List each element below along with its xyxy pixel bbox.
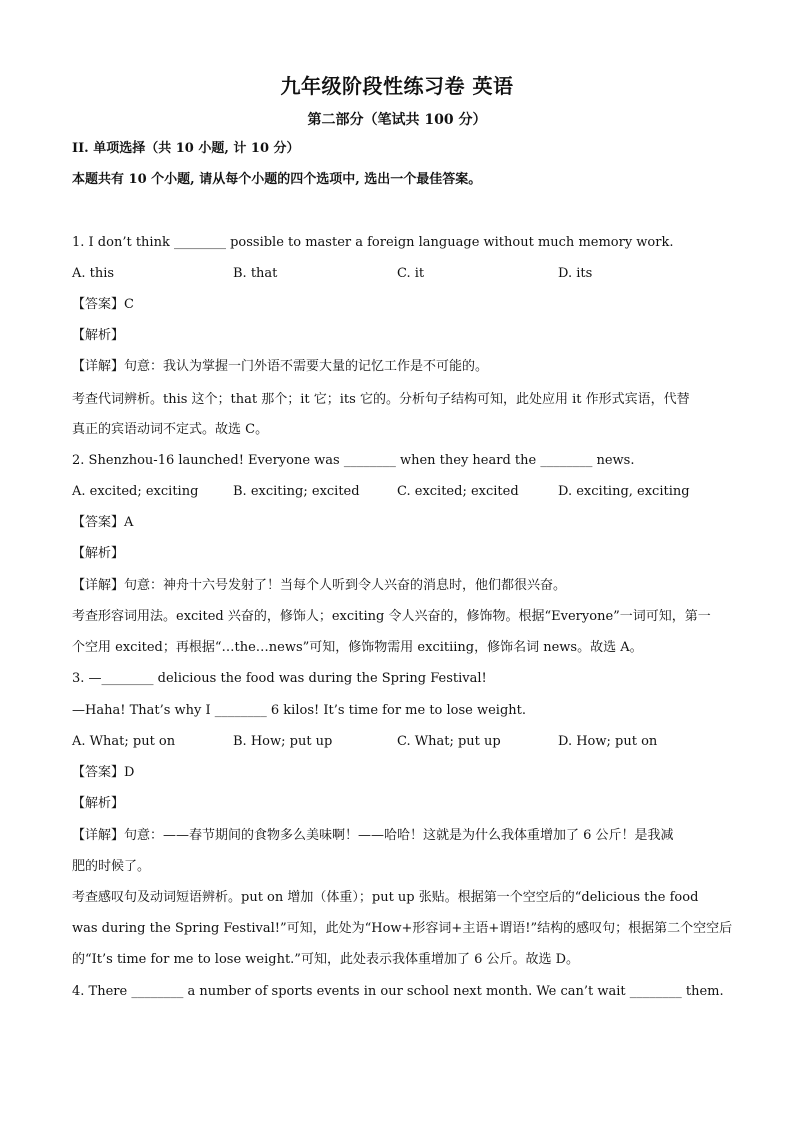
page-subtitle: 第二部分（笔试共 100 分）	[307, 112, 487, 128]
question-2-option-b: B. exciting; excited	[233, 484, 360, 499]
question-4-stem: 4. There ________ a number of sports events in our school next month. We can’t wait ________ them.	[72, 984, 724, 999]
section-instruction: 本题共有 10 个小题, 请从每个小题的四个选项中, 选出一个最佳答案。	[72, 172, 482, 187]
question-1-option-a: A. this	[72, 266, 115, 281]
question-3-option-a: A. What; put on	[72, 734, 176, 749]
question-3-answer: 【答案】D	[72, 765, 135, 780]
question-3-detail-line-2: 肥的时候了。	[72, 859, 151, 874]
page-title: 九年级阶段性练习卷 英语	[280, 74, 514, 98]
question-2-explain-line-1: 考查形容词用法。excited 兴奋的，修饰人；exciting 令人兴奋的，修饰物。根据“Everyone”一词可知，第一	[72, 609, 711, 624]
question-3-detail-line-1: 【详解】句意：——春节期间的食物多么美味啊！——哈哈！这就是为什么我体重增加了 6 公斤！是我减	[72, 828, 674, 843]
question-1-option-b: B. that	[233, 266, 278, 281]
question-1-stem: 1. I don’t think ________ possible to master a foreign language without much memory work.	[72, 235, 674, 250]
question-3-option-d: D. How; put on	[558, 734, 658, 749]
question-1-option-d: D. its	[558, 266, 593, 281]
question-3-explain-line-2: was during the Spring Festival!”可知，此处为“How+形容词+主语+谓语!”结构的感叹句；根据第二个空空后	[72, 921, 733, 936]
question-1-option-c: C. it	[397, 266, 425, 281]
question-1-answer: 【答案】C	[72, 297, 134, 312]
question-3-stem-line-2: —Haha! That’s why I ________ 6 kilos! It’s time for me to lose weight.	[72, 703, 527, 718]
question-2-option-d: D. exciting, exciting	[558, 484, 690, 499]
question-1-explain-line-1: 考查代词辨析。this 这个；that 那个；it 它；its 它的。分析句子结构可知，此处应用 it 作形式宾语，代替	[72, 392, 690, 407]
question-2-analysis-label: 【解析】	[72, 546, 125, 561]
question-2-option-a: A. excited; exciting	[72, 484, 199, 499]
question-3-stem: 3. —________ delicious the food was during the Spring Festival!	[72, 671, 487, 686]
question-1-analysis-label: 【解析】	[72, 328, 125, 343]
question-3-analysis-label: 【解析】	[72, 796, 125, 811]
question-2-answer: 【答案】A	[72, 515, 134, 530]
question-3-option-c: C. What; put up	[397, 734, 501, 749]
question-3-option-b: B. How; put up	[233, 734, 333, 749]
question-1-detail: 【详解】句意：我认为掌握一门外语不需要大量的记忆工作是不可能的。	[72, 359, 489, 374]
question-1-explain-line-2: 真正的宾语动词不定式。故选 C。	[72, 422, 269, 437]
question-2-detail: 【详解】句意：神舟十六号发射了！当每个人听到令人兴奋的消息时，他们都很兴奋。	[72, 578, 567, 593]
question-2-option-c: C. excited; excited	[397, 484, 519, 499]
question-3-explain-line-1: 考查感叹句及动词短语辨析。put on 增加（体重）；put up 张贴。根据第一个空空后的“delicious the food	[72, 890, 699, 905]
question-2-explain-line-2: 个空用 excited；再根据“…the…news”可知，修饰物需用 excitiing，修饰名词 news。故选 A。	[72, 640, 643, 655]
question-3-explain-line-3: 的“It’s time for me to lose weight.”可知，此处表示我体重增加了 6 公斤。故选 D。	[72, 952, 580, 967]
section-heading: II. 单项选择（共 10 小题, 计 10 分）	[72, 141, 300, 156]
question-2-stem: 2. Shenzhou-16 launched! Everyone was ________ when they heard the ________ news.	[72, 453, 635, 468]
